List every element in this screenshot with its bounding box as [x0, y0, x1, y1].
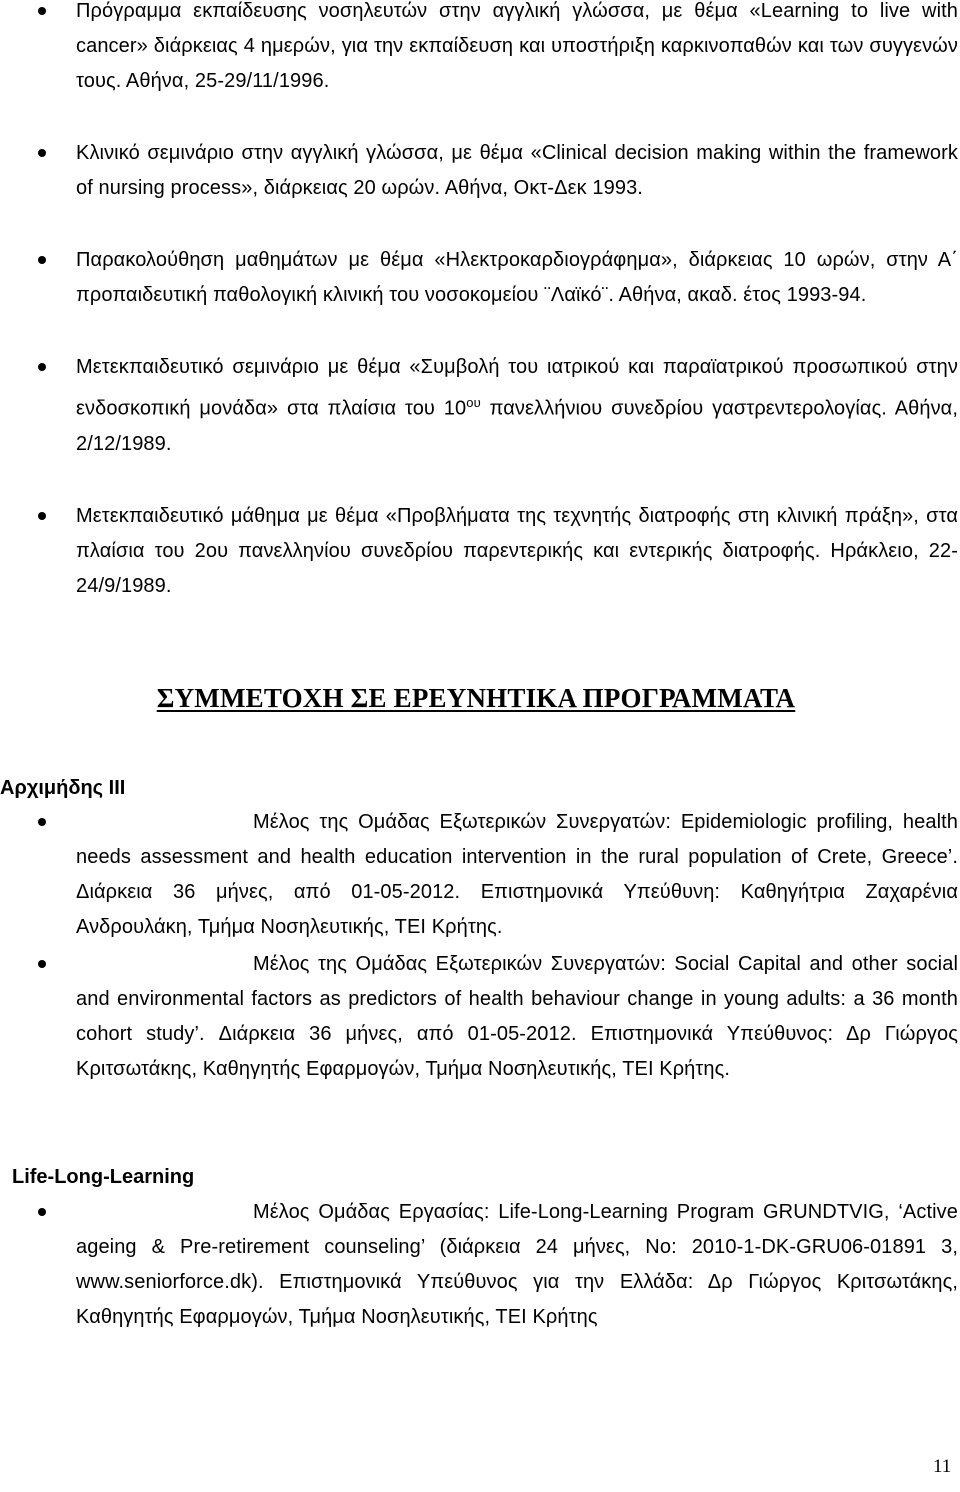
- list-item: [0, 136, 958, 206]
- list-item: [0, 1195, 958, 1335]
- list-item: [0, 350, 958, 462]
- list-item: [0, 947, 958, 1087]
- list-item: [0, 0, 958, 99]
- list-item-text: Μετεκπαιδευτικό μάθημα με θέμα «Προβλήματα της τεχνητής διατροφής στη κλινική πράξη», στα πλαίσια του 2ου πανελληνίου συνεδρίου παρεντερικής και εντερικής διατροφής. Ηράκλειο, 22-24/9/1989.: [76, 504, 958, 597]
- list-item: [0, 243, 958, 313]
- bullet-icon: [38, 149, 46, 157]
- list-item-text: Πρόγραμμα εκπαίδευσης νοσηλευτών στην αγγλική γλώσσα, με θέμα «Learning to live with cancer» διάρκειας 4 ημερών, για την εκπαίδευση και υποστήριξη καρκινοπαθών και των συγγενών τους. Αθήνα, 25-29/11/1996.: [76, 0, 958, 92]
- list-item-text: Κλινικό σεμινάριο στην αγγλική γλώσσα, με θέμα «Clinical decision making within the framework of nursing process», διάρκειας 20 ωρών. Αθήνα, Οκτ-Δεκ 1993.: [76, 142, 958, 199]
- bullet-icon: [38, 818, 46, 826]
- list-item-text: Μετεκπαιδευτικό σεμινάριο με θέμα «Συμβολή του ιατρικού και παραϊατρικού προσωπικού στην ενδοσκοπική μονάδα» στα πλαίσια του 10: [76, 356, 958, 420]
- list-item-text: Μέλος της Ομάδας Εξωτερικών Συνεργατών: Social Capital and other social and environmental factors as predictors of health behaviour change in young adults: a 36 month cohort study’. Διάρκεια 36 μήνες, από 01-05-2012. Επιστημονικά Υπεύθυνος: Δρ Γιώργος Κριτσωτάκης, Καθηγητής Εφαρμογών, Τμήμα Νοσηλευτικής, ΤΕΙ Κρήτης.: [76, 953, 958, 1080]
- bullet-icon: [38, 960, 46, 968]
- program-title-archimedes: Αρχιμήδης ΙΙΙ: [0, 777, 126, 799]
- list-item: [0, 499, 958, 604]
- section-heading: ΣΥΜΜΕΤΟΧΗ ΣΕ ΕΡΕΥΝΗΤΙΚΑ ΠΡΟΓΡΑΜΜΑΤΑ: [156, 683, 796, 713]
- list-item-text: Παρακολούθηση μαθημάτων με θέμα «Ηλεκτροκαρδιογράφημα», διάρκειας 10 ωρών, στην Α΄ προπαιδευτική παθολογική κλινική του νοσοκομείου ¨Λαϊκό¨. Αθήνα, ακαδ. έτος 1993-94.: [76, 249, 958, 306]
- archimedes-list: [0, 805, 958, 1089]
- page-number: 11: [933, 1456, 952, 1477]
- ordinal-superscript: ου: [466, 395, 481, 410]
- training-list: [0, 0, 958, 604]
- list-item-text-continued: πανελλήνιου συνεδρίου γαστρεντερολογίας. Αθήνα, 2/12/1989.: [76, 397, 958, 455]
- list-item-text: Μέλος της Ομάδας Εξωτερικών Συνεργατών: Epidemiologic profiling, health needs assessment and health education intervention in the rural population of Crete, Greece’. Διάρκεια 36 μήνες, από 01-05-2012. Επιστημονικά Υπεύθυνη: Καθηγήτρια Ζαχαρένια Ανδρουλάκη, Τμήμα Νοσηλευτικής, ΤΕΙ Κρήτης.: [76, 811, 958, 938]
- bullet-icon: [38, 1208, 46, 1216]
- bullet-icon: [38, 512, 46, 520]
- lll-list: [0, 1195, 958, 1335]
- list-item: [0, 805, 958, 945]
- bullet-icon: [38, 363, 46, 371]
- list-item-text: Μέλος Ομάδας Εργασίας: Life-Long-Learning Program GRUNDTVIG, ‘Active ageing & Pre-retirement counseling’ (διάρκεια 24 μήνες, No: 2010-1-DK-GRU06-01891 3, www.seniorforce.dk). Επιστημονικά Υπεύθυνος για την Ελλάδα: Δρ Γιώργος Κριτσωτάκης, Καθηγητής Εφαρμογών, Τμήμα Νοσηλευτικής, ΤΕΙ Κρήτης: [76, 1201, 958, 1328]
- bullet-icon: [38, 256, 46, 264]
- program-title-lll: Life-Long-Learning: [12, 1166, 195, 1188]
- bullet-icon: [38, 7, 46, 15]
